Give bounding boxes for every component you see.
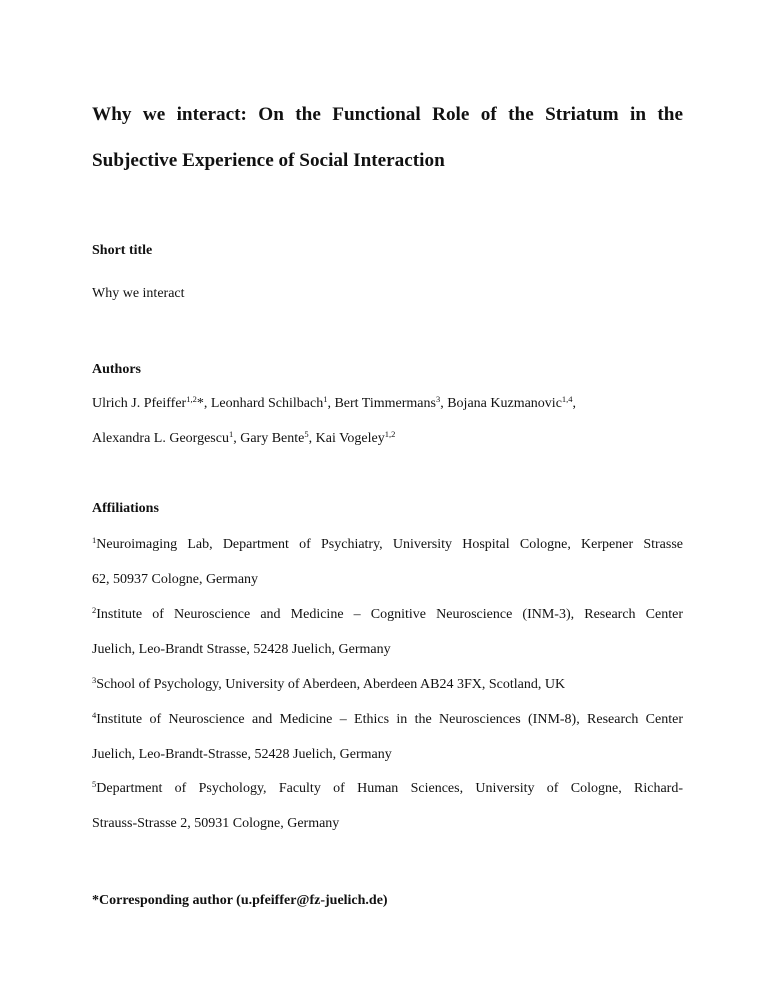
author-name: Gary Bente	[240, 431, 305, 446]
affiliation-item: $^1$Neuroimaging Lab, Department of Psychiatry, University Hospital Cologne, Kerpener Strasse 62, 50937 Cologne, Germany	[92, 535, 683, 587]
author-affil-sup: 1,2	[186, 394, 197, 404]
author-affil-sup: 3	[435, 394, 441, 404]
author-name: Bert Timmermans	[334, 396, 436, 411]
corresponding-author: *Corresponding author (u.pfeiffer@fz-juelich.de)	[92, 893, 388, 908]
author-name: Ulrich J. Pfeiffer	[92, 396, 187, 411]
affiliation-item: $^2$Institute of Neuroscience and Medicine – Cognitive Neuroscience (INM-3), Research Center Juelich, Leo-Brandt Strasse, 52428 Juelich, Germany	[92, 605, 683, 657]
authors-line-1: Ulrich J. Pfeiffer$^{1,2}$*, Leonhard Schilbach$^1$, Bert Timmermans$^3$, Bojana Kuzmanovic$^{1,4}$,	[92, 394, 577, 411]
author-name: Alexandra L. Georgescu	[92, 431, 229, 446]
affiliation-number: 5	[92, 779, 97, 789]
author-affil-sup: 1	[323, 394, 328, 404]
title-line-2: Subjective Experience of Social Interaction	[92, 150, 445, 171]
author-name: Bojana Kuzmanovic	[447, 396, 562, 411]
author-name: Kai Vogeley	[315, 431, 385, 446]
authors-line-2: Alexandra L. Georgescu$^1$, Gary Bente$^5$, Kai Vogeley$^{1,2}$	[92, 429, 396, 446]
author-affil-sup: 1,2	[384, 429, 396, 439]
short-title-heading: Short title	[92, 243, 153, 258]
paper-page	[92, 0, 683, 1000]
author-name: Leonhard Schilbach	[210, 396, 324, 411]
title-line-1: Why we interact: On the Functional Role of the Striatum in the	[92, 104, 683, 125]
affiliation-number: 2	[92, 605, 97, 615]
affiliation-number: 4	[92, 710, 97, 720]
affiliation-item: $^4$Institute of Neuroscience and Medicine – Ethics in the Neurosciences (INM-8), Research Center Juelich, Leo-Brandt-Strasse, 52428 Juelich, Germany	[92, 710, 683, 762]
short-title-text: Why we interact	[92, 286, 185, 301]
authors-heading: Authors	[92, 362, 142, 377]
author-affil-sup: 1	[228, 429, 234, 439]
authors-list	[92, 386, 683, 456]
author-affil-sup: 1,4	[561, 394, 573, 404]
affiliation-number: 3	[92, 675, 97, 685]
affiliations-heading: Affiliations	[92, 501, 159, 516]
author-affil-sup: 5	[304, 429, 309, 439]
paper-title	[92, 92, 683, 184]
affiliation-number: 1	[92, 535, 97, 545]
affiliation-item: $^5$Department of Psychology, Faculty of Human Sciences, University of Cologne, Richard- Strauss-Strasse 2, 50931 Cologne, Germany	[92, 779, 683, 831]
affiliation-item: $^3$School of Psychology, University of Aberdeen, Aberdeen AB24 3FX, Scotland, UK	[92, 675, 566, 692]
